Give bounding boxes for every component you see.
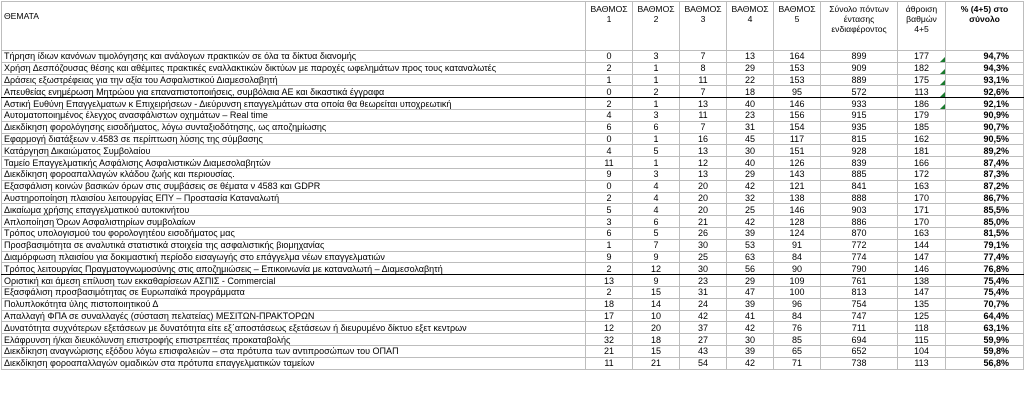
cell-grade-2: 1	[633, 133, 680, 145]
cell-grade-2: 15	[633, 345, 680, 357]
cell-grade-2: 9	[633, 251, 680, 263]
cell-grade-4: 23	[727, 109, 774, 121]
cell-percent-4-5: 59,9%	[946, 334, 1024, 346]
cell-grade-5: 156	[774, 109, 821, 121]
cell-sum-4-5: 163	[898, 180, 946, 192]
cell-grade-2: 4	[633, 204, 680, 216]
cell-topic: Διαμόρφωση πλαισίου για δοκιμαστική περίοδο εισαγωγής στο επάγγελμα νέων επαγγελματιών	[2, 251, 586, 263]
cell-percent-4-5: 94,3%	[946, 62, 1024, 74]
cell-sum-4-5: 115	[898, 334, 946, 346]
cell-percent-4-5: 85,0%	[946, 216, 1024, 228]
cell-grade-1: 2	[586, 62, 633, 74]
cell-grade-1: 21	[586, 345, 633, 357]
table-row	[2, 157, 1024, 169]
cell-topic: Πολυπλοκότητα ύλης πιστοποιητικού Δ	[2, 298, 586, 310]
cell-sum-4-5: 175	[898, 74, 946, 86]
column-header-total-points: Σύνολο πόντων έντασης ενδιαφέροντος	[821, 2, 898, 51]
column-header-themes: ΘΕΜΑΤΑ	[2, 2, 586, 51]
cell-grade-3: 30	[680, 239, 727, 251]
cell-grade-1: 2	[586, 263, 633, 275]
cell-grade-3: 54	[680, 357, 727, 369]
cell-grade-4: 22	[727, 74, 774, 86]
cell-grade-2: 18	[633, 334, 680, 346]
cell-grade-3: 16	[680, 133, 727, 145]
cell-total-points: 694	[821, 334, 898, 346]
cell-grade-2: 15	[633, 286, 680, 298]
cell-grade-5: 164	[774, 51, 821, 63]
cell-percent-4-5: 75,4%	[946, 286, 1024, 298]
cell-percent-4-5: 81,5%	[946, 227, 1024, 239]
cell-grade-1: 12	[586, 322, 633, 334]
table-row	[2, 216, 1024, 228]
cell-sum-4-5: 181	[898, 145, 946, 157]
table-row	[2, 98, 1024, 110]
table-row	[2, 334, 1024, 346]
cell-grade-4: 39	[727, 345, 774, 357]
cell-grade-3: 11	[680, 74, 727, 86]
column-header-grade-1: ΒΑΘΜΟΣ 1	[586, 2, 633, 51]
cell-grade-2: 3	[633, 51, 680, 63]
cell-grade-1: 2	[586, 192, 633, 204]
cell-topic: Κατάργηση Δικαιώματος Συμβολαίου	[2, 145, 586, 157]
cell-sum-4-5: 147	[898, 251, 946, 263]
cell-grade-2: 1	[633, 98, 680, 110]
table-row	[2, 168, 1024, 180]
table-row	[2, 192, 1024, 204]
cell-sum-4-5: 104	[898, 345, 946, 357]
table-row	[2, 251, 1024, 263]
cell-grade-1: 1	[586, 74, 633, 86]
cell-grade-4: 39	[727, 298, 774, 310]
cell-grade-4: 45	[727, 133, 774, 145]
cell-grade-5: 84	[774, 251, 821, 263]
column-header-grade-3: ΒΑΘΜΟΣ 3	[680, 2, 727, 51]
cell-grade-1: 5	[586, 204, 633, 216]
cell-percent-4-5: 64,4%	[946, 310, 1024, 322]
cell-grade-4: 29	[727, 62, 774, 74]
table-row	[2, 239, 1024, 251]
cell-grade-4: 29	[727, 168, 774, 180]
column-header-grade-2: ΒΑΘΜΟΣ 2	[633, 2, 680, 51]
cell-grade-1: 1	[586, 239, 633, 251]
cell-percent-4-5: 89,2%	[946, 145, 1024, 157]
cell-sum-4-5: 179	[898, 109, 946, 121]
cell-grade-5: 138	[774, 192, 821, 204]
cell-grade-4: 41	[727, 310, 774, 322]
cell-topic: Διεκδίκηση φορολόγησης εισοδήματος, λόγω συνταξιοδότησης, ως αποζημίωσης	[2, 121, 586, 133]
column-header-percent-4-5: % (4+5) στο σύνολο	[946, 2, 1024, 51]
cell-grade-4: 42	[727, 322, 774, 334]
cell-grade-3: 26	[680, 227, 727, 239]
cell-total-points: 761	[821, 275, 898, 287]
cell-sum-4-5: 170	[898, 216, 946, 228]
cell-grade-5: 84	[774, 310, 821, 322]
cell-percent-4-5: 85,5%	[946, 204, 1024, 216]
cell-percent-4-5: 56,8%	[946, 357, 1024, 369]
cell-topic: Δυνατότητα συχνότερων εξετάσεων με δυνατότητα είτε εξ΄αποστάσεως εξετάσεων ή διευρυμένο δίκτυο εξετ κεντρων	[2, 322, 586, 334]
cell-sum-4-5: 118	[898, 322, 946, 334]
cell-total-points: 839	[821, 157, 898, 169]
cell-topic: Αυτοματοποιημένος έλεγχος ανασφάλιστων οχημάτων – Real time	[2, 109, 586, 121]
column-header-grade-5: ΒΑΘΜΟΣ 5	[774, 2, 821, 51]
cell-grade-1: 11	[586, 357, 633, 369]
cell-percent-4-5: 79,1%	[946, 239, 1024, 251]
cell-grade-1: 2	[586, 98, 633, 110]
cell-total-points: 870	[821, 227, 898, 239]
cell-total-points: 772	[821, 239, 898, 251]
cell-grade-3: 42	[680, 310, 727, 322]
cell-grade-4: 42	[727, 216, 774, 228]
cell-topic: Εξασφάλιση προσβασιμότητας σε Ευρωπαϊκά προγράμματα	[2, 286, 586, 298]
cell-grade-3: 13	[680, 145, 727, 157]
cell-sum-4-5: 186	[898, 98, 946, 110]
cell-grade-3: 12	[680, 157, 727, 169]
cell-grade-3: 13	[680, 168, 727, 180]
cell-grade-5: 95	[774, 86, 821, 98]
table-row	[2, 121, 1024, 133]
cell-grade-1: 9	[586, 168, 633, 180]
cell-grade-2: 2	[633, 86, 680, 98]
table-row	[2, 322, 1024, 334]
cell-grade-4: 30	[727, 145, 774, 157]
cell-grade-4: 13	[727, 51, 774, 63]
cell-grade-5: 109	[774, 275, 821, 287]
cell-topic: Εξασφάλιση κοινών βασικών όρων στις συμβάσεις σε θέματα ν 4583 και GDPR	[2, 180, 586, 192]
cell-grade-5: 151	[774, 145, 821, 157]
table-row	[2, 109, 1024, 121]
cell-grade-2: 12	[633, 263, 680, 275]
cell-grade-1: 32	[586, 334, 633, 346]
cell-grade-3: 20	[680, 204, 727, 216]
cell-grade-2: 9	[633, 275, 680, 287]
cell-grade-4: 56	[727, 263, 774, 275]
cell-total-points: 738	[821, 357, 898, 369]
cell-grade-5: 146	[774, 98, 821, 110]
cell-topic: Δράσεις εξωστρέφειας για την αξία του Ασφαλιστικού Διαμεσολαβητή	[2, 74, 586, 86]
cell-total-points: 754	[821, 298, 898, 310]
cell-sum-4-5: 162	[898, 133, 946, 145]
table-row	[2, 74, 1024, 86]
cell-sum-4-5: 147	[898, 286, 946, 298]
cell-grade-5: 96	[774, 298, 821, 310]
cell-percent-4-5: 92,1%	[946, 98, 1024, 110]
cell-grade-5: 146	[774, 204, 821, 216]
cell-grade-3: 21	[680, 216, 727, 228]
cell-grade-5: 85	[774, 334, 821, 346]
cell-total-points: 790	[821, 263, 898, 275]
cell-grade-4: 53	[727, 239, 774, 251]
cell-percent-4-5: 90,9%	[946, 109, 1024, 121]
cell-percent-4-5: 86,7%	[946, 192, 1024, 204]
table-row	[2, 62, 1024, 74]
cell-grade-2: 1	[633, 157, 680, 169]
cell-grade-4: 30	[727, 334, 774, 346]
cell-grade-2: 1	[633, 62, 680, 74]
cell-sum-4-5: 166	[898, 157, 946, 169]
cell-grade-2: 1	[633, 74, 680, 86]
cell-grade-2: 20	[633, 322, 680, 334]
cell-grade-3: 13	[680, 98, 727, 110]
cell-sum-4-5: 125	[898, 310, 946, 322]
cell-topic: Προσβασιμότητα σε αναλυτικά στατιστικά στοιχεία της ασφαλιστικής βιομηχανίας	[2, 239, 586, 251]
cell-grade-4: 25	[727, 204, 774, 216]
cell-grade-1: 2	[586, 286, 633, 298]
cell-total-points: 711	[821, 322, 898, 334]
cell-grade-3: 27	[680, 334, 727, 346]
cell-percent-4-5: 87,4%	[946, 157, 1024, 169]
cell-grade-1: 6	[586, 227, 633, 239]
cell-sum-4-5: 163	[898, 227, 946, 239]
cell-grade-5: 143	[774, 168, 821, 180]
results-table	[1, 1, 1024, 370]
cell-grade-1: 0	[586, 86, 633, 98]
cell-grade-5: 117	[774, 133, 821, 145]
cell-topic: Ταμείο Επαγγελματικής Ασφάλισης Ασφαλιστικών Διαμεσολαβητών	[2, 157, 586, 169]
cell-grade-1: 6	[586, 121, 633, 133]
cell-grade-4: 29	[727, 275, 774, 287]
cell-grade-3: 43	[680, 345, 727, 357]
cell-total-points: 886	[821, 216, 898, 228]
cell-grade-5: 100	[774, 286, 821, 298]
cell-grade-2: 3	[633, 109, 680, 121]
cell-sum-4-5: 171	[898, 204, 946, 216]
table-row	[2, 204, 1024, 216]
cell-total-points: 572	[821, 86, 898, 98]
cell-sum-4-5: 135	[898, 298, 946, 310]
cell-grade-3: 11	[680, 109, 727, 121]
cell-grade-4: 39	[727, 227, 774, 239]
cell-total-points: 747	[821, 310, 898, 322]
cell-percent-4-5: 90,5%	[946, 133, 1024, 145]
cell-grade-2: 10	[633, 310, 680, 322]
cell-grade-2: 4	[633, 180, 680, 192]
cell-grade-5: 76	[774, 322, 821, 334]
cell-total-points: 909	[821, 62, 898, 74]
cell-sum-4-5: 185	[898, 121, 946, 133]
cell-topic: Διεκδίκηση αναγνώρισης εξόδου λόγω επισφαλειών – στα πρότυπα των αντιπροσώπων του ΟΠΑΠ	[2, 345, 586, 357]
cell-grade-1: 9	[586, 251, 633, 263]
cell-total-points: 903	[821, 204, 898, 216]
cell-percent-4-5: 63,1%	[946, 322, 1024, 334]
cell-grade-1: 17	[586, 310, 633, 322]
cell-total-points: 652	[821, 345, 898, 357]
cell-percent-4-5: 94,7%	[946, 51, 1024, 63]
cell-topic: Αστική Ευθύνη Επαγγελματων κ Επιχειρήσεων - Διεύρυνση επαγγελμάτων στα οποία θα θεωρείται υποχρεωτική	[2, 98, 586, 110]
cell-grade-3: 24	[680, 298, 727, 310]
cell-total-points: 935	[821, 121, 898, 133]
cell-topic: Τρόπος υπολογισμού του φορολογητέου εισοδήματος μας	[2, 227, 586, 239]
cell-topic: Διεκδίκηση φοροαπαλλαγών κλάδου ζωής και περιουσίας.	[2, 168, 586, 180]
cell-topic: Απλοποίηση Όρων Ασφαλιστηρίων συμβολαίων	[2, 216, 586, 228]
cell-grade-4: 40	[727, 157, 774, 169]
cell-grade-3: 37	[680, 322, 727, 334]
cell-percent-4-5: 87,2%	[946, 180, 1024, 192]
cell-grade-2: 21	[633, 357, 680, 369]
cell-grade-5: 121	[774, 180, 821, 192]
cell-grade-1: 18	[586, 298, 633, 310]
cell-grade-2: 14	[633, 298, 680, 310]
cell-grade-4: 42	[727, 357, 774, 369]
cell-grade-3: 31	[680, 286, 727, 298]
cell-grade-1: 13	[586, 275, 633, 287]
cell-grade-2: 6	[633, 121, 680, 133]
cell-grade-2: 5	[633, 227, 680, 239]
cell-percent-4-5: 93,1%	[946, 74, 1024, 86]
results-sheet	[1, 1, 1023, 418]
cell-sum-4-5: 170	[898, 192, 946, 204]
cell-grade-5: 128	[774, 216, 821, 228]
cell-topic: Τρόπος λειτουργίας Πραγματογνωμοσύνης στις αποζημιώσεις – Επικοινωνία με καταναλωτή – Διαμεσολαβητή	[2, 263, 586, 275]
table-row	[2, 145, 1024, 157]
cell-total-points: 815	[821, 133, 898, 145]
cell-grade-5: 124	[774, 227, 821, 239]
cell-sum-4-5: 113	[898, 86, 946, 98]
header-row	[2, 2, 1024, 51]
cell-sum-4-5: 182	[898, 62, 946, 74]
cell-grade-2: 3	[633, 168, 680, 180]
cell-grade-5: 90	[774, 263, 821, 275]
table-row	[2, 51, 1024, 63]
cell-grade-5: 153	[774, 74, 821, 86]
cell-grade-2: 6	[633, 216, 680, 228]
cell-grade-4: 63	[727, 251, 774, 263]
cell-grade-4: 40	[727, 98, 774, 110]
cell-grade-5: 153	[774, 62, 821, 74]
cell-topic: Τήρηση ίδιων κανόνων τιμολόγησης και ανάλογων πρακτικών σε όλα τα δίκτυα διανομής	[2, 51, 586, 63]
cell-grade-4: 18	[727, 86, 774, 98]
cell-sum-4-5: 138	[898, 275, 946, 287]
cell-total-points: 841	[821, 180, 898, 192]
cell-grade-3: 7	[680, 51, 727, 63]
cell-grade-4: 32	[727, 192, 774, 204]
cell-percent-4-5: 77,4%	[946, 251, 1024, 263]
cell-grade-5: 126	[774, 157, 821, 169]
cell-grade-1: 0	[586, 133, 633, 145]
cell-total-points: 774	[821, 251, 898, 263]
cell-sum-4-5: 177	[898, 51, 946, 63]
cell-percent-4-5: 90,7%	[946, 121, 1024, 133]
cell-total-points: 885	[821, 168, 898, 180]
cell-topic: Διεκδίκηση φοροαπαλλαγών ομαδικών στα πρότυπα επαγγελματικών ταμείων	[2, 357, 586, 369]
cell-grade-3: 20	[680, 180, 727, 192]
table-row	[2, 345, 1024, 357]
column-header-sum-4-5: άθροιση βαθμών 4+5	[898, 2, 946, 51]
table-row	[2, 180, 1024, 192]
cell-topic: Απευθείας ενημέρωση Μητρώου για επαναπιστοποιήσεις, συμβόλαια ΑΕ και δικαστικά έγγραφα	[2, 86, 586, 98]
cell-grade-3: 25	[680, 251, 727, 263]
table-row	[2, 86, 1024, 98]
cell-grade-4: 42	[727, 180, 774, 192]
table-row	[2, 298, 1024, 310]
cell-sum-4-5: 144	[898, 239, 946, 251]
cell-topic: Οριστική και άμεση επίλυση των εκκαθαρίσεων ΑΣΠΙΣ - Commercial	[2, 275, 586, 287]
cell-total-points: 933	[821, 98, 898, 110]
cell-topic: Εφαρμογή διατάξεων ν.4583 σε περίπτωση λύσης της σύμβασης	[2, 133, 586, 145]
cell-grade-1: 4	[586, 109, 633, 121]
table-row	[2, 286, 1024, 298]
cell-percent-4-5: 75,4%	[946, 275, 1024, 287]
cell-topic: Δικαίωμα χρήσης επαγγελματικού αυτοκινήτου	[2, 204, 586, 216]
cell-sum-4-5: 172	[898, 168, 946, 180]
cell-topic: Χρήση Δεσπόζουσας θέσης και αθέμιτες πρακτικές εναλλακτικών δικτύων με παροχές ωφελημάτων προς τους καταναλωτές	[2, 62, 586, 74]
cell-grade-5: 65	[774, 345, 821, 357]
cell-grade-5: 71	[774, 357, 821, 369]
cell-grade-3: 7	[680, 86, 727, 98]
cell-percent-4-5: 70,7%	[946, 298, 1024, 310]
cell-topic: Αυστηροποίηση πλαισίου λειτουργίας ΕΠΥ – Προστασία Καταναλωτή	[2, 192, 586, 204]
cell-grade-4: 31	[727, 121, 774, 133]
cell-percent-4-5: 76,8%	[946, 263, 1024, 275]
cell-grade-3: 8	[680, 62, 727, 74]
cell-grade-3: 23	[680, 275, 727, 287]
cell-grade-2: 7	[633, 239, 680, 251]
cell-grade-3: 20	[680, 192, 727, 204]
table-row	[2, 263, 1024, 275]
cell-sum-4-5: 113	[898, 357, 946, 369]
cell-total-points: 889	[821, 74, 898, 86]
cell-grade-1: 0	[586, 180, 633, 192]
cell-grade-2: 4	[633, 192, 680, 204]
cell-sum-4-5: 146	[898, 263, 946, 275]
cell-percent-4-5: 87,3%	[946, 168, 1024, 180]
cell-grade-1: 3	[586, 216, 633, 228]
cell-total-points: 899	[821, 51, 898, 63]
cell-grade-3: 30	[680, 263, 727, 275]
cell-topic: Ελάφρυνση ή/και διευκόλυνση επιστροφής επιστρεπτέας προκαταβολής	[2, 334, 586, 346]
cell-grade-1: 11	[586, 157, 633, 169]
cell-percent-4-5: 59,8%	[946, 345, 1024, 357]
table-row	[2, 227, 1024, 239]
cell-total-points: 813	[821, 286, 898, 298]
cell-grade-4: 47	[727, 286, 774, 298]
column-header-grade-4: ΒΑΘΜΟΣ 4	[727, 2, 774, 51]
cell-percent-4-5: 92,6%	[946, 86, 1024, 98]
cell-total-points: 928	[821, 145, 898, 157]
cell-total-points: 915	[821, 109, 898, 121]
cell-grade-2: 5	[633, 145, 680, 157]
cell-grade-1: 0	[586, 51, 633, 63]
table-row	[2, 310, 1024, 322]
table-row	[2, 357, 1024, 369]
cell-total-points: 888	[821, 192, 898, 204]
table-row	[2, 275, 1024, 287]
cell-grade-5: 154	[774, 121, 821, 133]
table-row	[2, 133, 1024, 145]
cell-topic: Απαλλαγή ΦΠΑ σε συναλλαγές (σύσταση πελατείας) ΜΕΣΙΤΩΝ-ΠΡΑΚΤΟΡΩΝ	[2, 310, 586, 322]
cell-grade-1: 4	[586, 145, 633, 157]
table-body	[2, 51, 1024, 370]
cell-grade-3: 7	[680, 121, 727, 133]
cell-grade-5: 91	[774, 239, 821, 251]
